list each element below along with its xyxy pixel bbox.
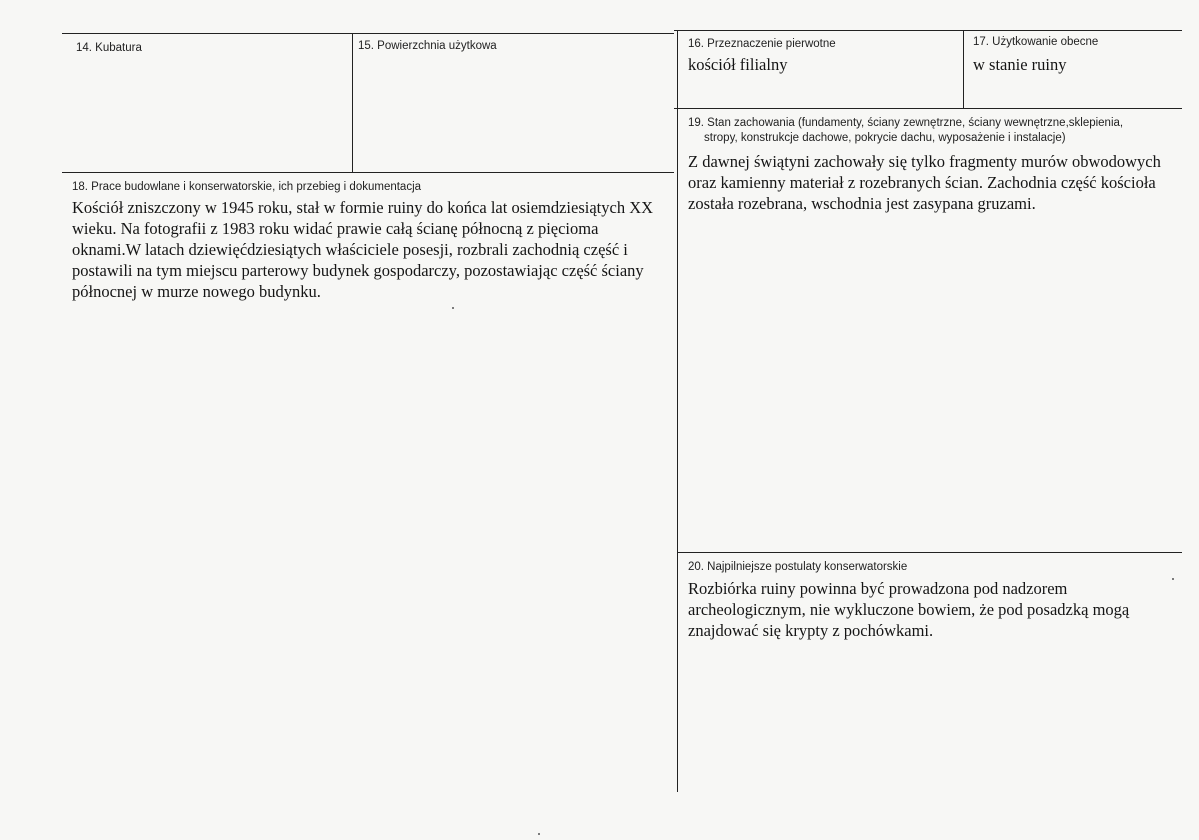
field-18-label: 18. Prace budowlane i konserwatorskie, ich przebieg i dokumentacja — [72, 181, 422, 193]
scan-speck — [452, 307, 454, 309]
top-rule-left — [62, 33, 674, 34]
field-16-value: kościół filialny — [688, 55, 788, 74]
rule-above-20 — [677, 552, 1182, 553]
field-17-label: 17. Użytkowanie obecne — [973, 36, 1099, 48]
field-18-value: Kościół zniszczony w 1945 roku, stał w formie ruiny do końca lat osiemdziesiątych XX wieku. Na fotografii z 1983 roku widać prawie całą ścianę północną z pięcioma oknami.W latach dziewięćdziesiątych właściciele posesji, rozbrali zachodnią część i postawili na tym miejscu parterowy budynek gospodarczy, pozostawiając część ściany północnej w murze nowego budynku. — [72, 198, 654, 301]
field-16-label: 16. Przeznaczenie pierwotne — [688, 38, 836, 50]
scan-speck — [538, 833, 540, 835]
top-rule-right — [674, 30, 1182, 31]
center-vertical-rule — [677, 30, 678, 792]
field-20-value: Rozbiórka ruiny powinna być prowadzona pod nadzorem archeologicznym, nie wykluczone bowiem, że pod posadzką mogą znajdować się krypty z pochówkami. — [688, 579, 1130, 640]
field-20-label: 20. Najpilniejsze postulaty konserwatorskie — [688, 561, 908, 573]
rule-under-16-17 — [674, 108, 1182, 109]
field-17-value: w stanie ruiny — [973, 55, 1067, 74]
rule-under-14-15 — [62, 172, 674, 173]
field-19-value: Z dawnej świątyni zachowały się tylko fragmenty murów obwodowych oraz kamienny materiał z rozebranych ścian. Zachodnia część kościoła została rozebrana, wschodnia jest zasypana gruzami. — [688, 152, 1161, 213]
scan-speck — [1172, 578, 1174, 580]
divider-14-15 — [352, 33, 353, 173]
divider-16-17 — [963, 30, 964, 109]
field-15-label: 15. Powierzchnia użytkowa — [358, 40, 497, 52]
field-14-label: 14. Kubatura — [76, 42, 142, 54]
field-19-label-line1: 19. Stan zachowania (fundamenty, ściany zewnętrzne, ściany wewnętrzne,sklepienia, — [688, 117, 1124, 129]
field-19-label-line2: stropy, konstrukcje dachowe, pokrycie dachu, wyposażenie i instalacje) — [704, 132, 1066, 144]
